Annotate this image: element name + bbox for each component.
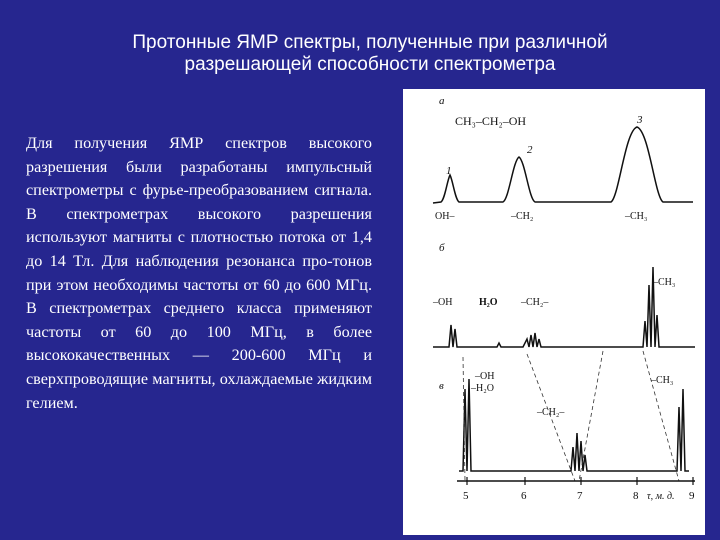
panel-b-label-oh: –OH xyxy=(433,297,453,308)
axis-tick-9: 9 xyxy=(689,490,695,502)
panel-a-formula: CH₃–CH₂–OH xyxy=(455,114,527,128)
panel-c-label-ch3: –CH₃ xyxy=(651,375,674,386)
slide-title xyxy=(70,32,670,76)
axis-tick-7: 7 xyxy=(577,490,583,502)
panel-b-label-ch2: –CH₂– xyxy=(521,297,549,308)
panel-c-label-ch2: –CH₂– xyxy=(537,407,565,418)
panel-a-label-ch3: –CH₃ xyxy=(625,211,648,222)
panel-c-label-oh: –OH xyxy=(475,371,495,382)
axis-tick-8: 8 xyxy=(633,490,639,502)
panel-c-label: в xyxy=(439,380,444,392)
axis-tick-6: 6 xyxy=(521,490,527,502)
slide-title-line-2: разрешающей способности спектрометра xyxy=(184,54,556,75)
axis-tick-5: 5 xyxy=(463,490,469,502)
panel-a-label: а xyxy=(439,95,445,107)
panel-c-label-h2o: –H₂O xyxy=(471,383,494,394)
panel-b-label: б xyxy=(439,242,445,254)
panel-b-label-ch3: –CH₃ xyxy=(653,277,676,288)
panel-a-label-oh: OH– xyxy=(435,211,455,222)
panel-a-peak-2: 2 xyxy=(527,144,533,156)
panel-a-peak-3: 3 xyxy=(637,114,643,126)
panel-guide-lines xyxy=(463,351,679,481)
body-paragraph: Для получения ЯМР спектров высокого разрешения были разработаны импульсный спектрометры с фурье-преобразованием сигнала. В спектрометрах высокого разрешения используют магниты с плотностью потока от 1,4 до 14 Тл. Для наблюдения резонанса про-тонов при этом необходимы частоты от 60 до 600 МГц. В спектрометрах среднего класса применяют частоты от 60 до 100 МГц, в более высококачественных — 200-600 МГц и сверхпроводящие магниты, охлаждаемые жидким гелием. xyxy=(26,134,372,412)
nmr-spectra-drawing xyxy=(403,89,705,535)
panel-a-label-ch2: –CH₂ xyxy=(511,211,534,222)
nmr-spectra-figure xyxy=(403,89,705,535)
axis-unit-label: τ, м. д. xyxy=(647,491,675,502)
panel-b-label-h2o: H₂O xyxy=(479,297,498,308)
panel-a-spectrum xyxy=(433,127,693,203)
panel-a-peak-1: 1 xyxy=(446,165,452,177)
slide-title-line-1: Протонные ЯМР спектры, полученные при различной xyxy=(132,32,608,53)
